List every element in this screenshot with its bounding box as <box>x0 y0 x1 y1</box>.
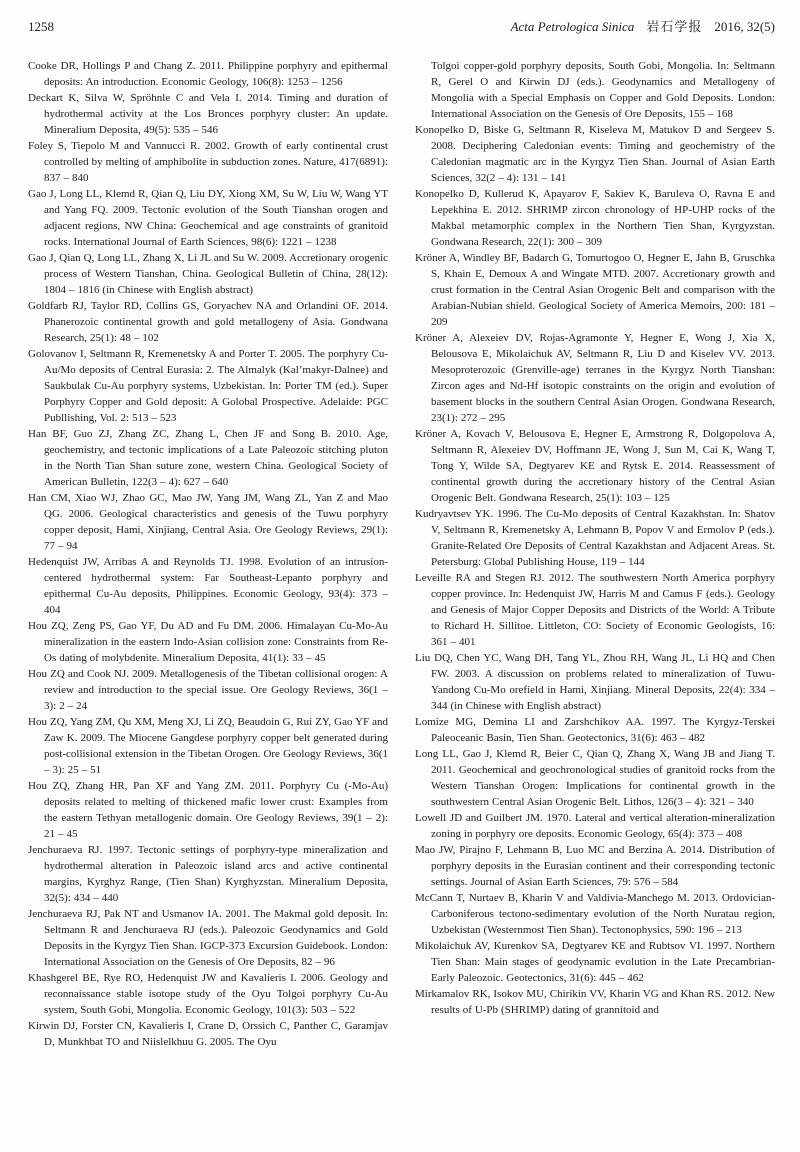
reference-item: Jenchuraeva RJ. 1997. Tectonic settings of porphyry-type mineralization and hydrothermal alteration in Paleozoic island arcs and active continental margins, Kyrghyz Range, (Tien Shan) Kyrghyzstan. Mineralium Deposita, 32(5): 434 – 440 <box>28 844 388 904</box>
reference-item: Kirwin DJ, Forster CN, Kavalieris I, Crane D, Orssich C, Panther C, Garamjav D, Munkhbat TO and Niislelkhuu G. 2005. The Oyu <box>28 1020 388 1048</box>
reference-item: McCann T, Nurtaev B, Kharin V and Valdivia-Manchego M. 2013. Ordovician-Carboniferous tectono-sedimentary evolution of the North Nuratau region, Uzbekistan (Westernmost Tien Shan). Tectonophysics, 590: 196 – 213 <box>415 892 775 936</box>
reference-item: Han CM, Xiao WJ, Zhao GC, Mao JW, Yang JM, Wang ZL, Yan Z and Mao QG. 2006. Geological characteristics and genesis of the Tuwu porphyry copper deposit, Hami, Xinjiang, Central Asia. Ore Geology Reviews, 29(1): 77 – 94 <box>28 492 388 552</box>
reference-item: Mikolaichuk AV, Kurenkov SA, Degtyarev KE and Rubtsov VI. 1997. Northern Tien Shan: Main stages of geodynamic evolution in the Late Precambrian-Early Paleozoic. Geotectonics, 31(6): 445 – 462 <box>415 940 775 984</box>
reference-item: Mao JW, Pirajno F, Lehmann B, Luo MC and Berzina A. 2014. Distribution of porphyry deposits in the Eurasian continent and their corresponding tectonic settings. Journal of Asian Earth Sciences, 79: 576 – 584 <box>415 844 775 888</box>
reference-item: Liu DQ, Chen YC, Wang DH, Tang YL, Zhou RH, Wang JL, Li HQ and Chen FW. 2003. A discussion on problems related to mineralization of Tuwu-Yandong Cu-Mo orefield in Hami, Xinjiang. Mineral Deposits, 22(4): 334 – 344 (in Chinese with English abstract) <box>415 652 775 712</box>
reference-item: Cooke DR, Hollings P and Chang Z. 2011. Philippine porphyry and epithermal deposits: An introduction. Economic Geology, 106(8): 1253 – 1256 <box>28 60 388 88</box>
references-section <box>28 58 775 1050</box>
reference-item: Deckart K, Silva W, Spröhnle C and Vela I. 2014. Timing and duration of hydrothermal activity at the Los Bronces porphyry cluster: An update. Mineralium Deposita, 49(5): 535 – 546 <box>28 92 388 136</box>
reference-item: Hou ZQ and Cook NJ. 2009. Metallogenesis of the Tibetan collisional orogen: A review and introduction to the special issue. Ore Geology Reviews, 36(1 – 3): 2 – 24 <box>28 668 388 712</box>
references-column-right <box>415 58 775 1050</box>
reference-item: Konopelko D, Biske G, Seltmann R, Kiseleva M, Matukov D and Sergeev S. 2008. Deciphering Caledonian events: Timing and geochemistry of the Caledonian magmatic arc in the Kyrgyz Tien Shan. Journal of Asian Earth Sciences, 32(2 – 4): 131 – 141 <box>415 124 775 184</box>
reference-item: Khashgerel BE, Rye RO, Hedenquist JW and Kavalieris I. 2006. Geology and reconnaissance stable isotope study of the Oyu Tolgoi porphyry Cu-Au system, South Gobi, Mongolia. Economic Geology, 101(3): 503 – 522 <box>28 972 388 1016</box>
journal-issue-info: 2016, 32(5) <box>714 19 775 34</box>
reference-item: Goldfarb RJ, Taylor RD, Collins GS, Goryachev NA and Orlandini OF. 2014. Phanerozoic continental growth and gold metallogeny of Asia. Gondwana Research, 25(1): 48 – 102 <box>28 300 388 344</box>
journal-title-chinese: 岩石学报 <box>646 19 703 34</box>
reference-item: Mirkamalov RK, Isokov MU, Chirikin VV, Kharin VG and Khan RS. 2012. New results of U-Pb (SHRIMP) dating of grannitoid and <box>415 988 775 1016</box>
reference-item: Lomize MG, Demina LI and Zarshchikov AA. 1997. The Kyrgyz-Terskei Paleoceanic Basin, Tien Shan. Geotectonics, 31(6): 463 – 482 <box>415 716 775 744</box>
reference-item: Hou ZQ, Zeng PS, Gao YF, Du AD and Fu DM. 2006. Himalayan Cu-Mo-Au mineralization in the eastern Indo-Asian collision zone: Constraints from Re-Os dating of molybdenite. Mineralium Deposita, 41(1): 33 – 45 <box>28 620 388 664</box>
reference-item: Konopelko D, Kullerud K, Apayarov F, Sakiev K, Baruleva O, Ravna E and Lepekhina E. 2012. SHRIMP zircon chronology of HP-UHP rocks of the Makbal metamorphic complex in the Northern Tien Shan, Kyrgyzstan. Gondwana Research, 22(1): 300 – 309 <box>415 188 775 248</box>
reference-item: Kudryavtsev YK. 1996. The Cu-Mo deposits of Central Kazakhstan. In: Shatov V, Seltmann R, Kremenetsky A, Lehmann B, Popov V and Ermolov P (eds.). Granite-Related Ore Deposits of Central Kazakhstan and Adjacent Areas. St. Petersburg: Global Publishing House, 119 – 144 <box>415 508 775 568</box>
page-header <box>28 16 775 35</box>
reference-item: Tolgoi copper-gold porphyry deposits, South Gobi, Mongolia. In: Seltmann R, Gerel O and Kirwin DJ (eds.). Geodynamics and Metallogeny of Mongolia with a Special Emphasis on Copper and Gold Deposits. London: International Association on the Genesis of Ore Deposits, 155 – 168 <box>431 60 775 120</box>
reference-item: Jenchuraeva RJ, Pak NT and Usmanov IA. 2001. The Makmal gold deposit. In: Seltmann R and Jenchuraeva RJ (eds.). Paleozoic Geodynamics and Gold Deposits in the Kyrgyz Tien Shan. IGCP-373 Excursion Guidebook. London: International Association on the Genesis of Ore Deposits, 82 – 96 <box>28 908 388 968</box>
reference-item: Kröner A, Alexeiev DV, Rojas-Agramonte Y, Hegner E, Wong J, Xia X, Belousova E, Mikolaichuk AV, Seltmann R, Liu D and Kiselev VV. 2013. Mesoproterozoic (Grenville-age) terranes in the Kyrgyz North Tianshan: Zircon ages and Nd-Hf isotopic constraints on the origin and evolution of basement blocks in the southern Central Asian Orogen. Gondwana Research, 23(1): 272 – 295 <box>415 332 775 424</box>
reference-item: Hou ZQ, Yang ZM, Qu XM, Meng XJ, Li ZQ, Beaudoin G, Rui ZY, Gao YF and Zaw K. 2009. The Miocene Gangdese porphyry copper belt generated during post-collisional extension in the Tibetan Orogen. Ore Geology Reviews, 36(1 – 3): 25 – 51 <box>28 716 388 776</box>
reference-item: Foley S, Tiepolo M and Vannucci R. 2002. Growth of early continental crust controlled by melting of amphibolite in subduction zones. Nature, 417(6891): 837 – 840 <box>28 140 388 184</box>
reference-item: Gao J, Long LL, Klemd R, Qian Q, Liu DY, Xiong XM, Su W, Liu W, Wang YT and Yang FQ. 2009. Tectonic evolution of the South Tianshan orogen and adjacent regions, NW China: Geochemical and age constraints of granitoid rocks. International Journal of Earth Sciences, 98(6): 1221 – 1238 <box>28 188 388 248</box>
journal-title-latin: Acta Petrologica Sinica <box>510 19 635 34</box>
reference-item: Kröner A, Windley BF, Badarch G, Tomurtogoo O, Hegner E, Jahn B, Gruschka S, Khain E, Demoux A and Wingate MTD. 2007. Accretionary growth and crust formation in the Central Asian Orogenic Belt and comparison with the Arabian-Nubian shield. Geological Society of America Memoirs, 200: 181 – 209 <box>415 252 775 328</box>
reference-item: Kröner A, Kovach V, Belousova E, Hegner E, Armstrong R, Dolgopolova A, Seltmann R, Alexeiev DV, Hoffmann JE, Wong J, Sun M, Cai K, Wang T, Tong Y, Wilde SA, Degtyarev KE and Rytsk E. 2014. Reassessment of continental growth during the accretionary history of the Central Asian Orogenic Belt. Gondwana Research, 25(1): 103 – 125 <box>415 428 775 504</box>
page-number: 1258 <box>28 19 54 34</box>
reference-item: Hou ZQ, Zhang HR, Pan XF and Yang ZM. 2011. Porphyry Cu (-Mo-Au) deposits related to melting of thickened mafic lower crust: Examples from the eastern Tethyan metallogenic domain. Ore Geology Reviews, 39(1 – 2): 21 – 45 <box>28 780 388 840</box>
reference-item: Golovanov I, Seltmann R, Kremenetsky A and Porter T. 2005. The porphyry Cu-Au/Mo deposits of Central Eurasia: 2. The Almalyk (Kal’makyr-Dalnee) and Saukbulak Cu-Au porphyry systems, Uzbekistan. In: Porter TM (ed.). Super Porphyry Copper and Gold deposit: A Golobal Prospective. Adelaide: PGC Publlishing, Vol. 2: 513 – 523 <box>28 348 388 424</box>
reference-item: Hedenquist JW, Arribas A and Reynolds TJ. 1998. Evolution of an intrusion-centered hydrothermal system: Far Southeast-Lepanto porphyry and epithermal Cu-Au deposits, Philippines. Economic Geology, 93(4): 373 – 404 <box>28 556 388 616</box>
reference-item: Leveille RA and Stegen RJ. 2012. The southwestern North America porphyry copper province. In: Hedenquist JW, Harris M and Camus F (eds.). Geology and Genesis of Major Copper Deposits and Districts of the World: A Tribute to Richard H. Sillitoe. Littleton, CO: Society of Economic Geologists, 16: 361 – 401 <box>415 572 775 648</box>
reference-item: Gao J, Qian Q, Long LL, Zhang X, Li JL and Su W. 2009. Accretionary orogenic process of Western Tianshan, China. Geological Bulletin of China, 28(12): 1804 – 1816 (in Chinese with English abstract) <box>28 252 389 296</box>
reference-item: Long LL, Gao J, Klemd R, Beier C, Qian Q, Zhang X, Wang JB and Jiang T. 2011. Geochemical and geochronological studies of granitoid rocks from the Western Tianshan Orogen: Implications for continental growth in the southwestern Central Asian Orogenic Belt. Lithos, 126(3 – 4): 321 – 340 <box>415 748 775 808</box>
journal-running-head <box>511 16 775 35</box>
reference-item: Lowell JD and Guilbert JM. 1970. Lateral and vertical alteration-mineralization zoning in porphyry ore deposits. Economic Geology, 65(4): 373 – 408 <box>415 812 775 840</box>
references-column-left <box>28 58 388 1050</box>
reference-item: Han BF, Guo ZJ, Zhang ZC, Zhang L, Chen JF and Song B. 2010. Age, geochemistry, and tectonic implications of a Late Paleozoic stitching pluton in the North Tian Shan suture zone, western China. Geological Society of American Bulletin, 122(3 – 4): 627 – 640 <box>28 428 388 488</box>
